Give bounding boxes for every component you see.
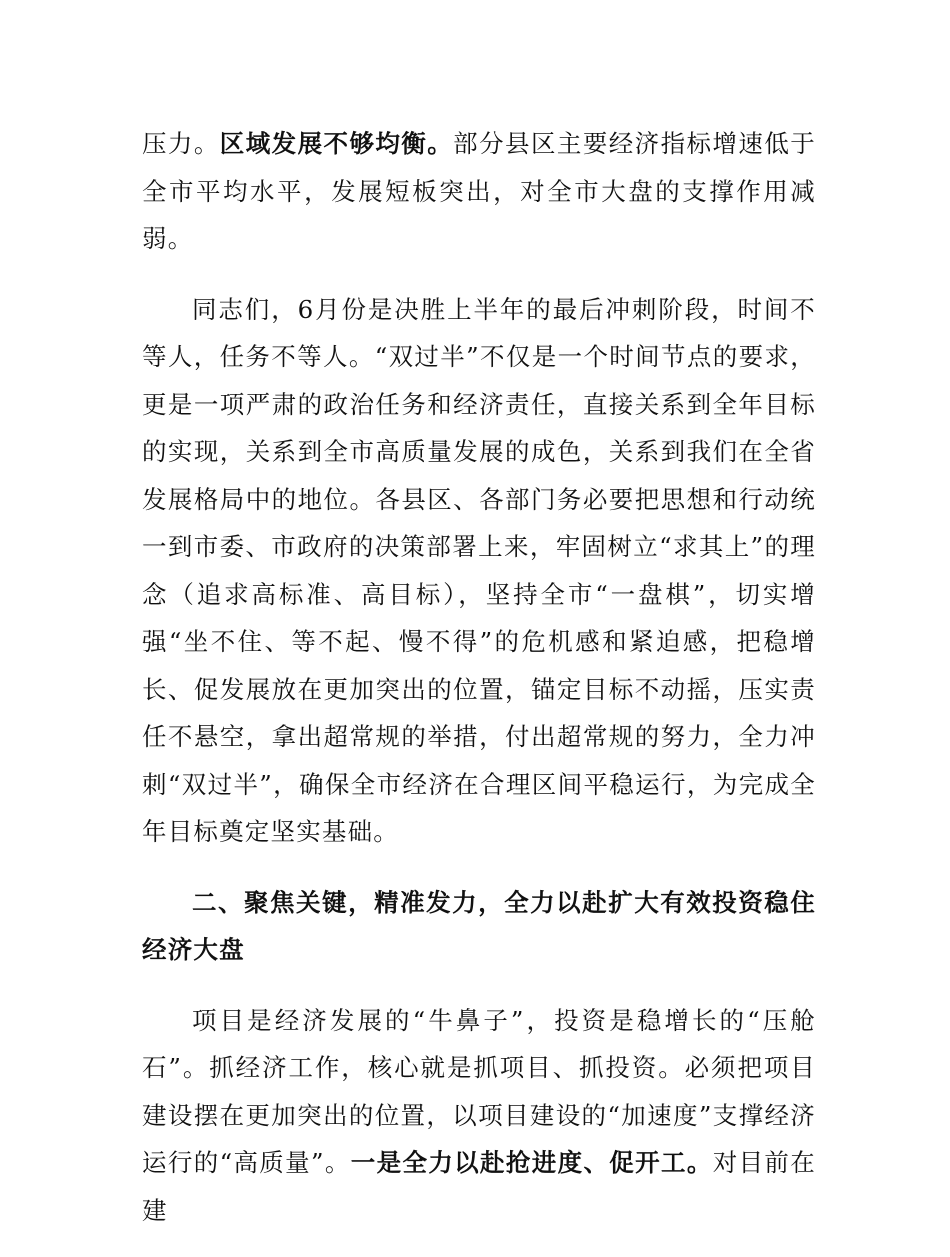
text-segment: 同志们，6月份是决胜上半年的最后冲刺阶段，时间不等人，任务不等人。“双过半”不仅是一个时间节点的要求，更是一项严肃的政治任务和经济责任，直接关系到全年目标的实现，关系到全市高质量发展的成色，关系到我们在全省发展格局中的地位。各县区、各部门务必要把思想和行动统一到市委、市政府的决策部署上来，牢固树立“求其上”的理念（追求高标准、高目标），坚持全市“一盘棋”，切实增强“坐不住、等不起、慢不得”的危机感和紧迫感，把稳增长、促发展放在更加突出的位置，锚定目标不动摇，压实责任不悬空，拿出超常规的举措，付出超常规的努力，全力冲刺“双过半”，确保全市经济在合理区间平稳运行，为完成全年目标奠定坚实基础。 (142, 294, 816, 846)
text-segment: 项目是经济发展的“牛鼻子”，投资是稳增长的“压舱石”。抓经济工作，核心就是抓项目、抓投资。必须把项目建设摆在更加突出的位置，以项目建设的“加速度”支撑经济运行的“高质量”。 (142, 1005, 816, 1177)
paragraph-comrades-address (142, 286, 816, 856)
bold-lead-phrase: 区域发展不够均衡。 (219, 129, 454, 158)
paragraph-regional-pressure (142, 120, 816, 263)
bold-lead-phrase: 一是全力以赴抢进度、促开工。 (350, 1148, 713, 1177)
text-segment: 压力。 (142, 129, 220, 158)
document-body (142, 120, 816, 1257)
text-segment: 部分县区主要经济指标增速低于全市平均水平，发展短板突出，对全市大盘的支撑作用减弱。 (142, 129, 816, 253)
text-segment: 对目前在建 (142, 1148, 816, 1225)
paragraph-projects-investment (142, 997, 816, 1235)
section-heading-two: 二、聚焦关键，精准发力，全力以赴扩大有效投资稳住经济大盘 (142, 887, 816, 964)
